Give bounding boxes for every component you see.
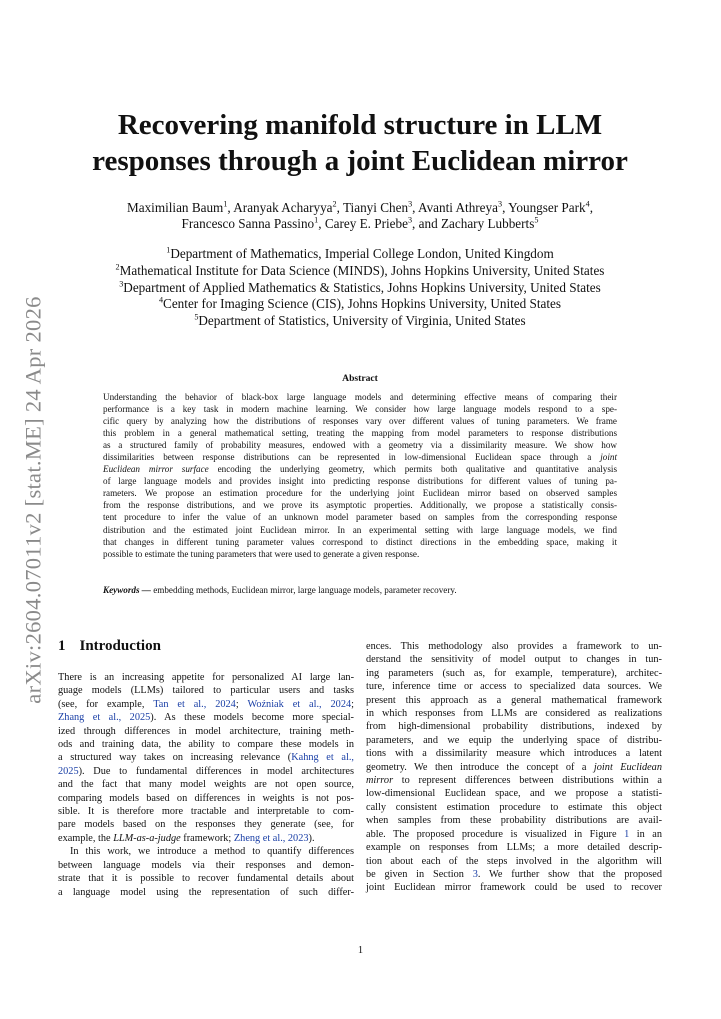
body-line: when samples from these probability distributions are avail- — [366, 815, 662, 827]
body-text: framework; — [180, 832, 234, 844]
body-line: between language models via their responses and demon- — [58, 859, 354, 871]
affiliation-3 — [60, 280, 660, 297]
body-text: ). As these models become more special- — [150, 712, 354, 724]
body-line — [58, 832, 354, 845]
arxiv-identifier: arXiv:2604.07011v2 [stat.ME] 24 Apr 2026 — [21, 296, 47, 704]
abstract-line: Understanding the behavior of black-box large language models and determining effective means of comparing their — [103, 392, 617, 402]
body-line: a language model using the representation of such differ- — [58, 886, 354, 898]
affil-mark: 2 — [115, 262, 120, 272]
body-text: ). — [308, 832, 315, 844]
citation-link[interactable]: Woźniak et al., 2024 — [247, 698, 352, 710]
body-line: ods and training data, the ability to compare these models in — [58, 739, 354, 751]
affiliation-5 — [60, 313, 660, 330]
body-text: (see, for example, — [58, 698, 154, 710]
body-line: joint Euclidean mirror framework could be used to recover — [366, 882, 662, 894]
abstract-text: dissimilarities between response distributions can be represented in low-dimensional Euclidean space through a — [103, 452, 601, 463]
body-emphasis: joint Euclidean — [593, 761, 662, 773]
abstract-line: cific query by analyzing how the distributions of responses vary over different values of tuning parameters. We frame — [103, 416, 617, 427]
right-column — [366, 640, 662, 895]
abstract-line: this problem in a general mathematical setting, treating the mapping from model parameters to response distributions — [103, 428, 617, 439]
body-line: tions with a dissimilarity measure which introduces a latent — [366, 748, 662, 760]
title-line-1: Recovering manifold structure in LLM — [117, 109, 603, 141]
abstract-line: rameters. We propose an estimation procedure for the underlying joint Euclidean mirror based on observed samples — [103, 488, 617, 499]
body-line: pare models based on the responses they generate (see, for — [58, 819, 354, 831]
author-name: Francesco Sanna Passino — [181, 216, 315, 231]
abstract-line: as a structured family of probability measures, endowed with a geometry via a dissimilarity measure. We show how — [103, 440, 617, 451]
affil-mark: 5 — [194, 312, 199, 322]
body-text: ). Due to fundamental differences in model architectures — [78, 765, 354, 777]
abstract-line: possible to estimate the tuning parameters that were used to generate a given response. — [103, 548, 420, 559]
section-title: Introduction — [79, 638, 161, 654]
body-text: geometry. We then introduce the concept of a — [366, 761, 594, 773]
body-text: ; — [235, 698, 248, 710]
author-separator: , — [589, 200, 593, 215]
author-name: , Carey E. Priebe — [318, 216, 408, 231]
affil-text: Mathematical Institute for Data Science (MINDS), Johns Hopkins University, United States — [119, 262, 605, 278]
body-line: There is an increasing appetite for personalized AI large lan- — [58, 672, 354, 683]
body-line: from high-dimensional probability distributions, indexed by — [366, 721, 662, 733]
body-line: ture, inference time or access to specialized data sources. We — [366, 681, 662, 693]
author-line-1 — [80, 200, 640, 216]
body-line: In this work, we introduce a method to quantify differences — [70, 846, 354, 858]
author-name: , Avanti Athreya — [412, 200, 498, 215]
citation-link[interactable]: 2025 — [58, 765, 79, 777]
body-line — [366, 868, 662, 881]
arxiv-watermark — [4, 290, 64, 710]
affil-text: Department of Applied Mathematics & Statistics, Johns Hopkins University, United States — [123, 279, 601, 295]
body-text: ; — [351, 698, 355, 710]
body-line: low-dimensional Euclidean space, and we propose a statisti- — [366, 788, 662, 800]
citation-link[interactable]: Zhang et al., 2025 — [58, 712, 151, 724]
body-line: parameters, and we equip the underlying space of distribu- — [366, 734, 662, 746]
body-line: and the fact that many model weights are not open source, — [58, 779, 354, 791]
body-line: in which responses from LLMs are considered as realizations — [366, 708, 662, 720]
body-line: guage models (LLMs) tailored to particular users and tasks — [58, 685, 354, 697]
citation-link[interactable]: Kahng et al., — [291, 752, 354, 764]
section-ref-link[interactable]: 3 — [472, 868, 478, 880]
author-affil-mark: 5 — [534, 215, 539, 225]
author-name: , Aranyak Acharyya — [227, 200, 333, 215]
author-name: , and Zachary Lubberts — [412, 216, 535, 231]
body-line: example on responses from LLMs; a more detailed descrip- — [366, 842, 662, 854]
author-name: , Youngser Park — [502, 200, 586, 215]
author-affil-mark: 1 — [314, 215, 319, 225]
abstract-line: tent procedure to infer the value of an unknown model parameter based on samples from the corresponding response — [103, 512, 617, 523]
body-line — [366, 761, 662, 774]
abstract-body — [103, 391, 617, 560]
affiliation-1 — [60, 246, 660, 263]
section-heading — [58, 638, 161, 655]
affil-text: Department of Statistics, University of Virginia, United States — [198, 313, 526, 329]
body-text: in an — [629, 828, 662, 840]
keywords-label: Keywords — — [103, 585, 151, 595]
author-affil-mark: 1 — [223, 199, 228, 209]
keywords — [103, 585, 623, 595]
affiliation-list — [60, 246, 660, 330]
affiliation-4 — [60, 296, 660, 313]
body-line: ences. This methodology also provides a framework to un- — [366, 641, 662, 652]
author-name: Maximilian Baum — [126, 200, 224, 215]
author-affil-mark: 3 — [497, 199, 503, 209]
author-list — [80, 200, 640, 232]
body-line: ing parameters (such as, for example, temperature), architec- — [366, 667, 662, 679]
body-line — [58, 711, 354, 724]
abstract-line: distribution and the estimated joint Euclidean mirror. In an experimental setting with large language models, we find — [103, 524, 617, 535]
paper-title — [60, 107, 660, 179]
figure-ref-link[interactable]: 1 — [624, 828, 630, 840]
affiliation-2 — [60, 263, 660, 280]
body-line: cally consistent estimation procedure to estimate this object — [366, 801, 662, 813]
body-line — [366, 774, 662, 787]
author-affil-mark: 4 — [585, 199, 590, 209]
citation-link[interactable]: Zheng et al., 2023 — [233, 832, 309, 844]
left-column — [58, 671, 354, 899]
abstract-line: of large language models and provides insight into predicting response distributions for different values of tuning pa- — [103, 476, 617, 487]
body-text: example, the — [58, 832, 114, 844]
body-text: to represent differences between distributions within a — [393, 775, 662, 787]
body-line — [58, 751, 354, 764]
body-line: sible. It is therefore more tractable and interpretable to com- — [58, 806, 354, 818]
body-line — [58, 698, 354, 711]
body-line: ized through differences in model architecture, training meth- — [58, 725, 354, 737]
body-line: tion about each of the steps involved in the algorithm will — [366, 855, 662, 867]
author-affil-mark: 3 — [408, 199, 413, 209]
body-emphasis: mirror — [366, 775, 394, 787]
citation-link[interactable]: Tan et al., 2024 — [153, 698, 236, 710]
abstract-line: from the response distributions, and we prove its asymptotic properties. Additionally, we propose a statistically consis- — [103, 500, 617, 511]
body-text: a structured way takes on increasing relevance ( — [58, 752, 292, 764]
section-number: 1 — [58, 638, 66, 654]
title-line-2: responses through a joint Euclidean mirror — [92, 145, 628, 177]
keywords-text: embedding methods, Euclidean mirror, large language models, parameter recovery. — [150, 585, 457, 595]
author-name: , Tianyi Chen — [336, 200, 409, 215]
abstract-text: encoding the underlying geometry, which permits both qualitative and quantitative analysis — [208, 464, 618, 475]
body-line: strate that it is possible to recover fundamental details about — [58, 873, 354, 885]
affil-mark: 4 — [158, 296, 164, 305]
affil-mark: 3 — [119, 279, 124, 289]
body-line: present this approach as a general mathematical framework — [366, 694, 662, 706]
author-affil-mark: 2 — [332, 199, 337, 209]
body-line — [58, 765, 354, 778]
abstract-line — [103, 451, 617, 463]
abstract-line: that changes in different tuning parameter values correspond to distinct directions in the embedding space, making it — [103, 536, 617, 547]
page-number: 1 — [357, 945, 364, 956]
body-line — [366, 828, 662, 841]
body-line: comparing models based on differences in weights is not pos- — [58, 792, 354, 804]
abstract-emphasis: Euclidean mirror surface — [103, 464, 209, 475]
affil-mark: 1 — [166, 245, 171, 255]
abstract-heading: Abstract — [342, 373, 378, 384]
body-text: . We further show that the proposed — [477, 868, 662, 880]
body-text: be given in Section — [366, 868, 473, 880]
author-line-2 — [80, 216, 640, 232]
author-affil-mark: 3 — [407, 215, 413, 225]
body-emphasis: LLM-as-a-judge — [113, 832, 181, 844]
body-line: derstand the sensitivity of model output to changes in tun- — [366, 654, 662, 666]
affil-text: Center for Imaging Science (CIS), Johns Hopkins University, United States — [163, 296, 562, 312]
abstract-emphasis: joint — [600, 452, 617, 463]
affil-text: Department of Mathematics, Imperial College London, United Kingdom — [170, 246, 554, 261]
abstract-line — [103, 463, 617, 475]
abstract-line: performance is a key task in modern machine learning. We consider how large language models respond to a spe- — [103, 404, 617, 415]
body-text: able. The proposed procedure is visualized in Figure — [366, 828, 625, 840]
